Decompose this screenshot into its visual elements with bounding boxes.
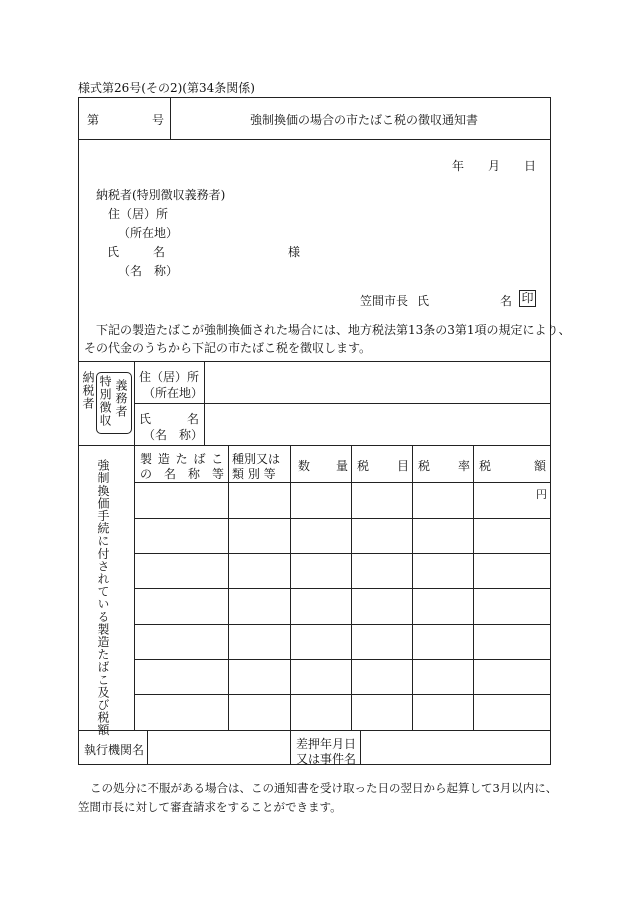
col-amount-label-2: 額 — [534, 459, 547, 473]
form-title: 強制換価の場合の市たばこ税の徴収通知書 — [250, 113, 479, 127]
intro-line-1: 下記の製造たばこが強制換価された場合には、地方税法第13条の3第1項の規定により、 — [96, 323, 571, 337]
intro-line-2: その代金のうちから下記の市たばこ税を徴収します。 — [84, 341, 372, 355]
address-label: 住（居）所 — [108, 207, 169, 221]
col-qty-label-1: 数 — [298, 459, 311, 473]
col-taxbase-label-2: 目 — [397, 459, 410, 473]
name-label-2: 名 — [153, 245, 166, 259]
date-month: 月 — [488, 159, 501, 173]
name-label-1: 氏 — [107, 245, 120, 259]
col-type-line2: 類 別 等 — [232, 467, 276, 481]
col-amount-label-1: 税 — [479, 459, 492, 473]
address-sub-label: （所在地） — [118, 226, 179, 240]
block-name-label: 氏 名 — [139, 412, 200, 426]
appeal-note-line1: この処分に不服がある場合は、この通知書を受け取った日の翌日から起算して3月以内に、 — [90, 781, 558, 795]
number-label-left: 第 — [87, 113, 100, 127]
issuer-name-label-2: 名 — [500, 294, 513, 308]
collector-label-right: 義務者 — [114, 379, 128, 418]
issuer-title: 笠間市長 — [360, 294, 409, 308]
col-rate-label-1: 税 — [418, 459, 431, 473]
col-qty-label-2: 量 — [336, 459, 349, 473]
taxpayer-side-label: 納税者 — [81, 371, 95, 410]
block-address-label: 住（居）所 — [139, 370, 200, 384]
seizure-label-line2: 又は事件名 — [296, 752, 357, 766]
block-name-sub: （名 称） — [143, 428, 204, 442]
taxpayer-label: 納税者(特別徴収義務者) — [96, 188, 226, 202]
name-sub-label: （名 称） — [118, 264, 179, 278]
col-type-line1: 種別又は — [232, 452, 281, 466]
form-number: 様式第26号(その2)(第34条関係) — [78, 81, 255, 95]
goods-side-label: 強制換価手続に付されている製造たばこ及び税額 — [96, 459, 110, 737]
agency-label: 執行機関名 — [84, 743, 145, 757]
yen-unit: 円 — [536, 488, 547, 501]
date-year: 年 — [452, 159, 465, 173]
seal-mark: 印 — [519, 290, 536, 307]
issuer-name-label-1: 氏 — [417, 294, 430, 308]
number-label-right: 号 — [152, 113, 165, 127]
appeal-note-line2: 笠間市長に対して審査請求をすることができます。 — [78, 800, 342, 814]
date-day: 日 — [524, 159, 537, 173]
col-rate-label-2: 率 — [458, 459, 471, 473]
block-address-sub: （所在地） — [143, 386, 204, 400]
honorific: 様 — [288, 245, 301, 259]
seizure-label-line1: 差押年月日 — [296, 737, 357, 751]
col-product-line2: の 名 称 等 — [140, 467, 225, 481]
collector-label-left: 特別徴収 — [98, 375, 112, 427]
appeal-note — [78, 779, 558, 817]
col-taxbase-label-1: 税 — [357, 459, 370, 473]
col-product-line1: 製 造 た ば こ — [140, 452, 225, 466]
